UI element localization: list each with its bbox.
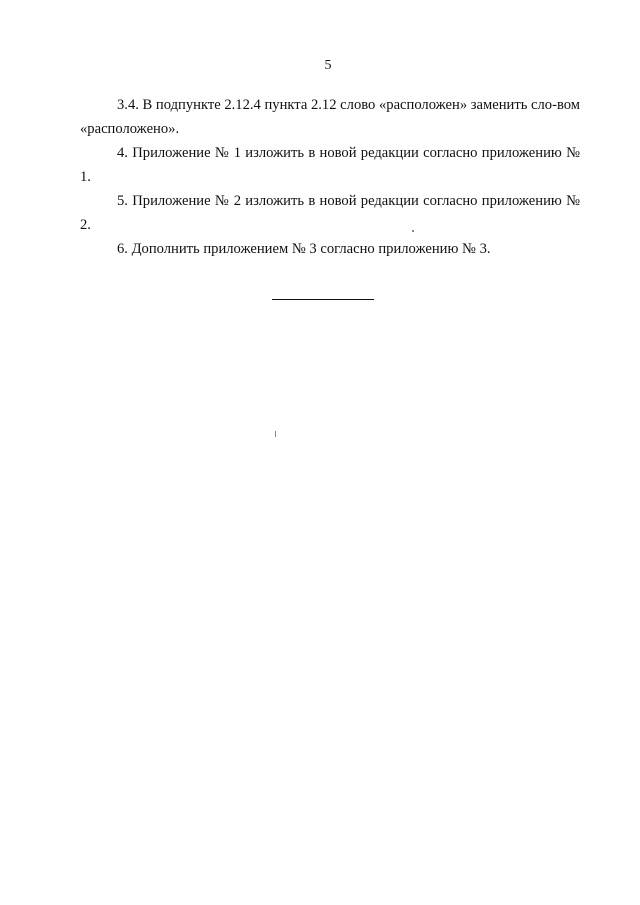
paragraph-5: 5. Приложение № 2 изложить в новой редакции согласно приложению № 2.: [80, 193, 580, 233]
end-separator-line: [272, 299, 374, 300]
paragraph-4: 4. Приложение № 1 изложить в новой редакции согласно приложению № 1.: [80, 145, 580, 185]
page-number: 5: [324, 58, 332, 73]
document-body: [80, 93, 580, 261]
paragraph-3-4: 3.4. В подпункте 2.12.4 пункта 2.12 слово «расположен» заменить сло-вом «расположено».: [80, 97, 580, 137]
scan-artifact: [275, 431, 276, 437]
scan-artifact: [412, 230, 414, 232]
paragraph-6: 6. Дополнить приложением № 3 согласно приложению № 3.: [117, 241, 491, 257]
